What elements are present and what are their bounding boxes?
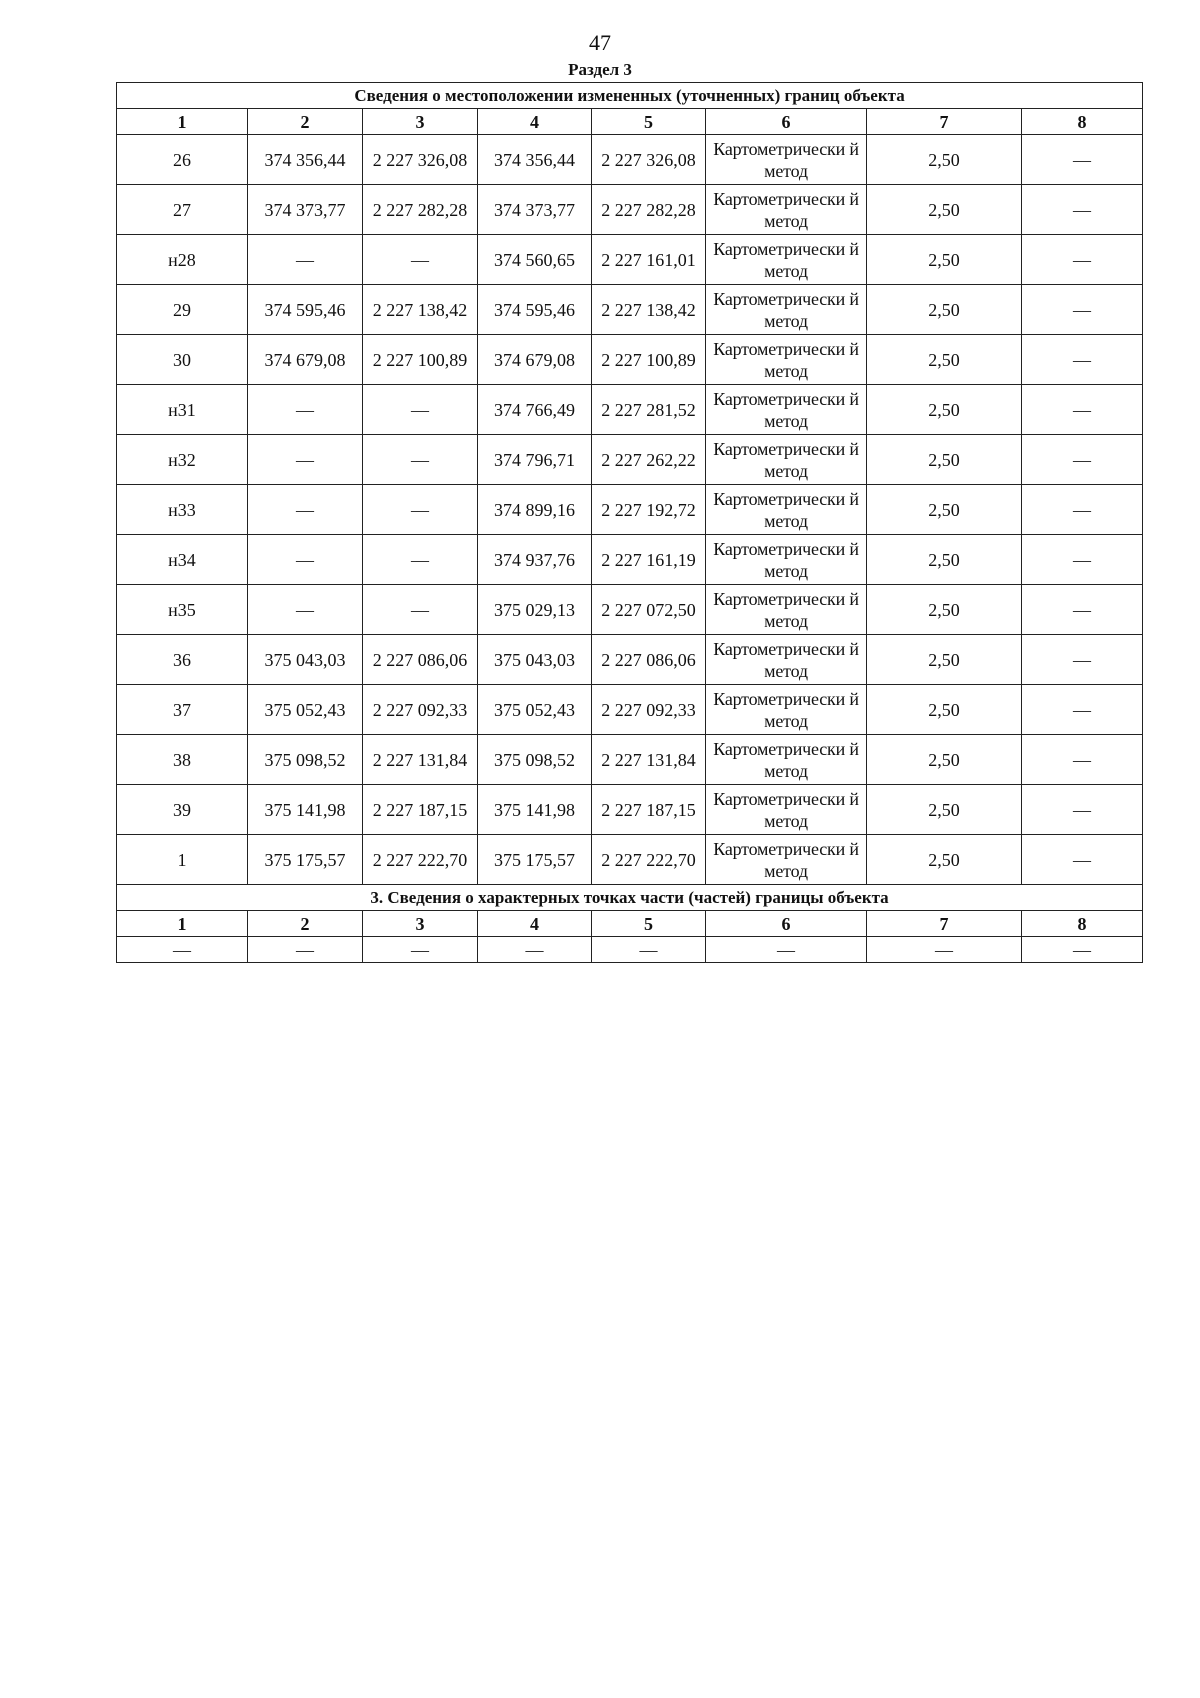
- table-cell: 374 937,76: [478, 535, 592, 585]
- table-caption-changed-boundaries-text: Сведения о местоположении измененных (уточненных) границ объекта: [117, 83, 1143, 109]
- table-caption-part-boundaries-text: 3. Сведения о характерных точках части (частей) границы объекта: [117, 885, 1143, 911]
- section-title: Раздел 3: [568, 60, 632, 79]
- table-cell: 375 141,98: [478, 785, 592, 835]
- table-cell: 375 098,52: [248, 735, 363, 785]
- table-row: [117, 435, 1143, 485]
- column-number: 3: [363, 911, 478, 937]
- table-cell: 2 227 326,08: [592, 135, 706, 185]
- table-cell: 30: [117, 335, 248, 385]
- column-number: 8: [1022, 911, 1143, 937]
- table-cell: 2 227 192,72: [592, 485, 706, 535]
- column-number: 5: [592, 911, 706, 937]
- table-cell: 2 227 187,15: [363, 785, 478, 835]
- table-cell: н35: [117, 585, 248, 635]
- table-cell: 2 227 086,06: [363, 635, 478, 685]
- column-number: 7: [867, 911, 1022, 937]
- table-cell: 1: [117, 835, 248, 885]
- table-cell: —: [117, 937, 248, 963]
- table-cell: —: [248, 235, 363, 285]
- table-cell: 375 052,43: [478, 685, 592, 735]
- table-cell: 39: [117, 785, 248, 835]
- table-cell: 375 029,13: [478, 585, 592, 635]
- column-number-row: [117, 911, 1143, 937]
- table-cell: 374 679,08: [478, 335, 592, 385]
- table-cell: 2,50: [867, 285, 1022, 335]
- table-cell: —: [1022, 335, 1143, 385]
- table-cell: Картометрически й метод: [706, 535, 867, 585]
- table-cell: 2 227 326,08: [363, 135, 478, 185]
- table-cell: —: [478, 937, 592, 963]
- table-cell: 375 043,03: [248, 635, 363, 685]
- table-cell: —: [592, 937, 706, 963]
- table-cell: 374 766,49: [478, 385, 592, 435]
- table-cell: —: [1022, 385, 1143, 435]
- table-cell: 2 227 092,33: [592, 685, 706, 735]
- table-caption-changed-boundaries: [117, 83, 1143, 109]
- table-row: [117, 535, 1143, 585]
- table-cell: 2 227 131,84: [592, 735, 706, 785]
- table-cell: 374 595,46: [248, 285, 363, 335]
- table-cell: —: [1022, 285, 1143, 335]
- table-cell: —: [1022, 435, 1143, 485]
- table-cell: 2 227 138,42: [592, 285, 706, 335]
- table-cell: —: [1022, 685, 1143, 735]
- table-cell: 2 227 222,70: [363, 835, 478, 885]
- table-cell: —: [363, 535, 478, 585]
- table-cell: 2 227 281,52: [592, 385, 706, 435]
- table-cell: 374 796,71: [478, 435, 592, 485]
- table-cell: Картометрически й метод: [706, 185, 867, 235]
- table-cell: —: [363, 937, 478, 963]
- table-cell: —: [363, 435, 478, 485]
- table-cell: 2 227 100,89: [363, 335, 478, 385]
- table-row: [117, 835, 1143, 885]
- table-cell: 374 595,46: [478, 285, 592, 335]
- table-cell: н28: [117, 235, 248, 285]
- table-cell: —: [248, 585, 363, 635]
- column-number: 5: [592, 109, 706, 135]
- column-number: 1: [117, 109, 248, 135]
- table-cell: 2 227 282,28: [363, 185, 478, 235]
- column-number: 2: [248, 109, 363, 135]
- table-cell: Картометрически й метод: [706, 835, 867, 885]
- table-cell: 2,50: [867, 185, 1022, 235]
- table-cell: —: [1022, 535, 1143, 585]
- column-number: 6: [706, 109, 867, 135]
- table-cell: Картометрически й метод: [706, 485, 867, 535]
- table-cell: —: [363, 585, 478, 635]
- table-cell: —: [1022, 135, 1143, 185]
- table-cell: 375 043,03: [478, 635, 592, 685]
- table-cell: 2,50: [867, 135, 1022, 185]
- table-cell: —: [1022, 735, 1143, 785]
- table-cell: 374 679,08: [248, 335, 363, 385]
- table-cell: 37: [117, 685, 248, 735]
- column-number: 2: [248, 911, 363, 937]
- table-cell: —: [248, 535, 363, 585]
- table-cell: 29: [117, 285, 248, 335]
- table-cell: Картометрически й метод: [706, 785, 867, 835]
- table-cell: 2,50: [867, 735, 1022, 785]
- table-cell: —: [1022, 937, 1143, 963]
- table-cell: 2,50: [867, 685, 1022, 735]
- table-cell: 375 175,57: [478, 835, 592, 885]
- table-cell: 374 356,44: [478, 135, 592, 185]
- table-cell: —: [867, 937, 1022, 963]
- column-number: 6: [706, 911, 867, 937]
- table-cell: Картометрически й метод: [706, 335, 867, 385]
- column-number: 4: [478, 911, 592, 937]
- table-cell: —: [248, 937, 363, 963]
- table-row: [117, 635, 1143, 685]
- table-cell: 2 227 131,84: [363, 735, 478, 785]
- table-cell: н34: [117, 535, 248, 585]
- table-cell: —: [1022, 785, 1143, 835]
- table-cell: 2,50: [867, 585, 1022, 635]
- table-cell: 374 560,65: [478, 235, 592, 285]
- table-cell: 2 227 282,28: [592, 185, 706, 235]
- table-cell: Картометрически й метод: [706, 385, 867, 435]
- table-row: [117, 185, 1143, 235]
- table-cell: 375 052,43: [248, 685, 363, 735]
- table-cell: 38: [117, 735, 248, 785]
- table-cell: 2,50: [867, 535, 1022, 585]
- table-cell: 36: [117, 635, 248, 685]
- table-body: [117, 83, 1143, 963]
- table-cell: н33: [117, 485, 248, 535]
- column-number: 8: [1022, 109, 1143, 135]
- table-cell: 2,50: [867, 385, 1022, 435]
- table-cell: —: [363, 235, 478, 285]
- table-cell: 2 227 092,33: [363, 685, 478, 735]
- table-cell: 2 227 161,19: [592, 535, 706, 585]
- table-cell: —: [1022, 835, 1143, 885]
- table-cell: —: [1022, 485, 1143, 535]
- table-row: [117, 135, 1143, 185]
- table-cell: 2 227 187,15: [592, 785, 706, 835]
- table-cell: Картометрически й метод: [706, 635, 867, 685]
- table-cell: Картометрически й метод: [706, 735, 867, 785]
- column-number: 1: [117, 911, 248, 937]
- table-cell: 2 227 138,42: [363, 285, 478, 335]
- column-number: 7: [867, 109, 1022, 135]
- table-cell: 2 227 072,50: [592, 585, 706, 635]
- table-cell: 2 227 262,22: [592, 435, 706, 485]
- table-cell: —: [248, 435, 363, 485]
- column-number: 4: [478, 109, 592, 135]
- table-cell: 2,50: [867, 335, 1022, 385]
- table-row: [117, 285, 1143, 335]
- table-row: [117, 585, 1143, 635]
- table-cell: —: [363, 385, 478, 435]
- table-cell: —: [248, 385, 363, 435]
- table-cell: —: [706, 937, 867, 963]
- table-cell: 2 227 086,06: [592, 635, 706, 685]
- table-cell: н31: [117, 385, 248, 435]
- table-row: [117, 937, 1143, 963]
- table-cell: Картометрически й метод: [706, 135, 867, 185]
- table-cell: 2,50: [867, 635, 1022, 685]
- table-cell: Картометрически й метод: [706, 585, 867, 635]
- table-row: [117, 685, 1143, 735]
- table-cell: —: [1022, 585, 1143, 635]
- table-cell: 2,50: [867, 835, 1022, 885]
- boundary-points-table: [116, 82, 1143, 963]
- table-cell: —: [1022, 185, 1143, 235]
- table-cell: 2 227 161,01: [592, 235, 706, 285]
- table-cell: Картометрически й метод: [706, 235, 867, 285]
- table-cell: 375 141,98: [248, 785, 363, 835]
- table-cell: 374 356,44: [248, 135, 363, 185]
- table-row: [117, 235, 1143, 285]
- table-cell: 2,50: [867, 785, 1022, 835]
- page-number: 47: [589, 30, 611, 55]
- column-number-row: [117, 109, 1143, 135]
- column-number: 3: [363, 109, 478, 135]
- table-cell: 374 373,77: [478, 185, 592, 235]
- table-cell: 2 227 100,89: [592, 335, 706, 385]
- table-cell: Картометрически й метод: [706, 685, 867, 735]
- table-cell: 2,50: [867, 235, 1022, 285]
- table-cell: 2 227 222,70: [592, 835, 706, 885]
- table-cell: 26: [117, 135, 248, 185]
- table-cell: 2,50: [867, 435, 1022, 485]
- table-cell: 375 098,52: [478, 735, 592, 785]
- table-cell: —: [1022, 235, 1143, 285]
- table-cell: —: [1022, 635, 1143, 685]
- table-cell: —: [248, 485, 363, 535]
- table-row: [117, 335, 1143, 385]
- table-cell: 375 175,57: [248, 835, 363, 885]
- table-cell: 374 373,77: [248, 185, 363, 235]
- table-row: [117, 735, 1143, 785]
- table-cell: —: [363, 485, 478, 535]
- table-row: [117, 385, 1143, 435]
- table-cell: 27: [117, 185, 248, 235]
- table-cell: н32: [117, 435, 248, 485]
- table-cell: Картометрически й метод: [706, 285, 867, 335]
- table-cell: 2,50: [867, 485, 1022, 535]
- table-cell: Картометрически й метод: [706, 435, 867, 485]
- table-cell: 374 899,16: [478, 485, 592, 535]
- table-row: [117, 785, 1143, 835]
- table-caption-part-boundaries: [117, 885, 1143, 911]
- table-row: [117, 485, 1143, 535]
